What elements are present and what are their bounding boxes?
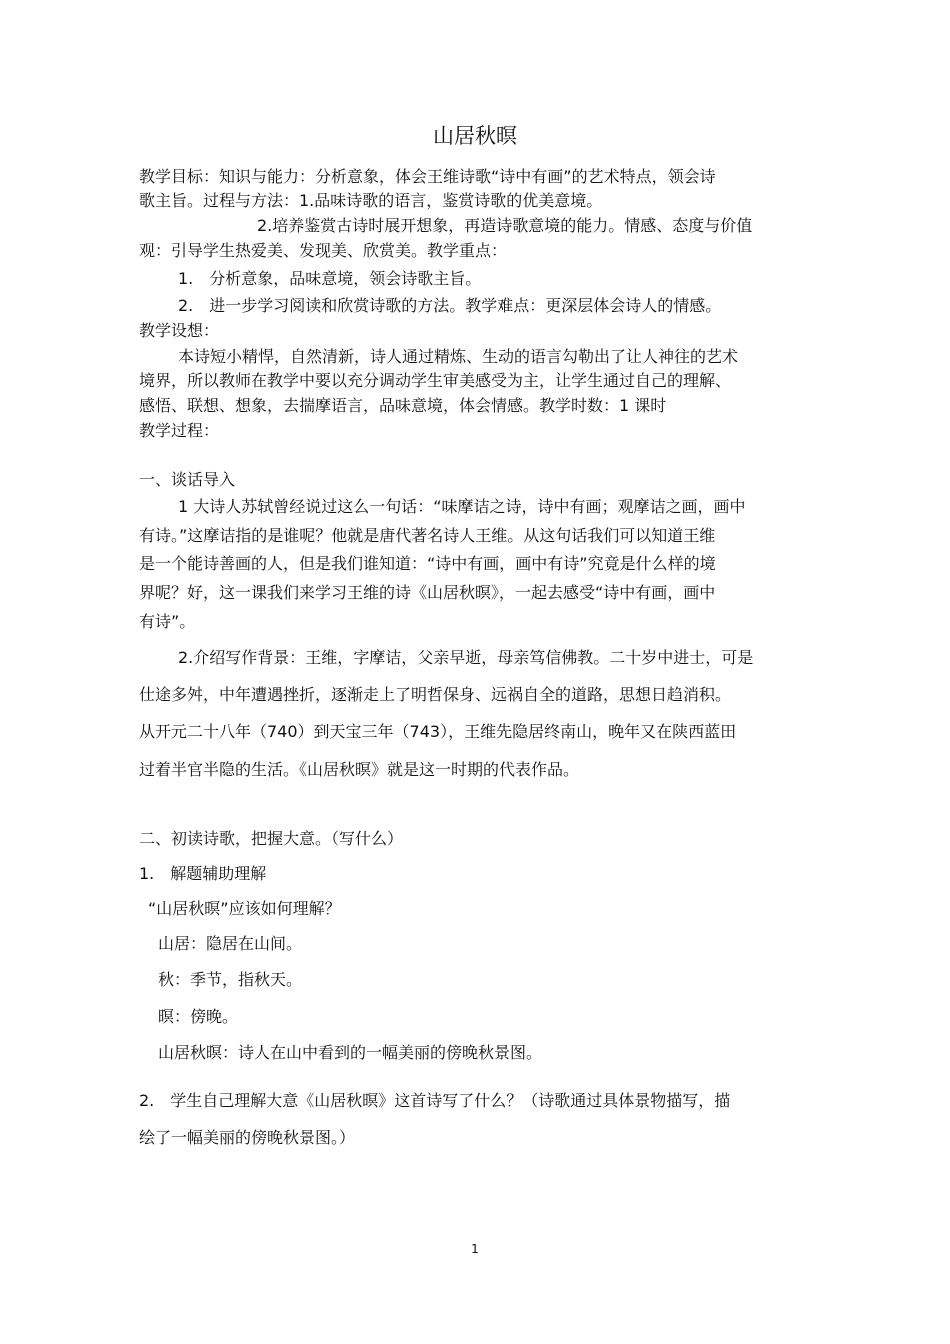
text-line: 教学目标：知识与能力：分析意象，体会王维诗歌“诗中有画”的艺术特点，领会诗	[139, 167, 716, 186]
text-line: 感悟、联想、想象，去揣摩语言，品味意境，体会情感。教学时数：1 课时	[139, 396, 667, 415]
text-line: 2.介绍写作背景：王维，字摩诘，父亲早逝，母亲笃信佛教。二十岁中进士，可是	[178, 648, 754, 667]
text-line: 本诗短小精悍，自然清新，诗人通过精炼、生动的语言勾勒出了让人神往的艺术	[178, 347, 739, 366]
section-heading: 一、谈话导入	[139, 470, 236, 489]
text-line: 仕途多舛，中年遭遇挫折，逐渐走上了明哲保身、远祸自全的道路，思想日趋消积。	[139, 685, 732, 704]
text-line: 1 大诗人苏轼曾经说过这么一句话：“味摩诘之诗，诗中有画；观摩诘之画，画中	[178, 497, 746, 516]
text-line: 1. 分析意象，品味意境，领会诗歌主旨。	[178, 269, 482, 288]
text-line: 教学设想：	[139, 321, 220, 340]
text-line: 暝：傍晚。	[158, 1007, 239, 1026]
text-line: 从开元二十八年（740）到天宝三年（743），王维先隐居终南山，晚年又在陕西蓝田	[139, 722, 737, 741]
text-line: “山居秋暝”应该如何理解？	[148, 899, 341, 918]
text-line: 山居：隐居在山间。	[158, 934, 303, 953]
text-line: 教学过程：	[139, 421, 220, 440]
text-line: 山居秋暝：诗人在山中看到的一幅美丽的傍晚秋景图。	[158, 1043, 543, 1062]
text-line: 1. 解题辅助理解	[139, 864, 267, 883]
text-line: 绘了一幅美丽的傍晚秋景图。）	[139, 1128, 356, 1147]
text-line: 2. 学生自己理解大意《山居秋暝》这首诗写了什么？（诗歌通过具体景物描写，描	[139, 1091, 731, 1110]
text-line: 观：引导学生热爱美、发现美、欣赏美。教学重点：	[139, 241, 508, 260]
text-line: 秋：季节，指秋天。	[158, 970, 303, 989]
text-line: 是一个能诗善画的人，但是我们谁知道：“诗中有画，画中有诗”究竟是什么样的境	[139, 554, 716, 573]
text-line: 2.培养鉴赏古诗时展开想象，再造诗歌意境的能力。情感、态度与价值	[257, 216, 753, 235]
text-line: 界呢？好，这一课我们来学习王维的诗《山居秋暝》，一起去感受“诗中有画，画中	[139, 583, 716, 602]
text-line: 境界，所以教师在教学中要以充分调动学生审美感受为主，让学生通过自己的理解、	[139, 371, 732, 390]
text-line: 歌主旨。过程与方法：1.品味诗歌的语言，鉴赏诗歌的优美意境。	[139, 191, 603, 210]
section-heading: 二、初读诗歌，把握大意。（写什么）	[139, 829, 404, 848]
text-line: 过着半官半隐的生活。《山居秋暝》就是这一时期的代表作品。	[139, 760, 580, 779]
text-line: 有诗”。	[139, 612, 196, 631]
page-number: 1	[471, 1242, 479, 1256]
text-line: 2. 进一步学习阅读和欣赏诗歌的方法。教学难点：更深层体会诗人的情感。	[178, 296, 722, 315]
document-title: 山居秋暝	[433, 124, 517, 148]
text-line: 有诗。”这摩诘指的是谁呢？他就是唐代著名诗人王维。从这句话我们可以知道王维	[139, 526, 716, 545]
